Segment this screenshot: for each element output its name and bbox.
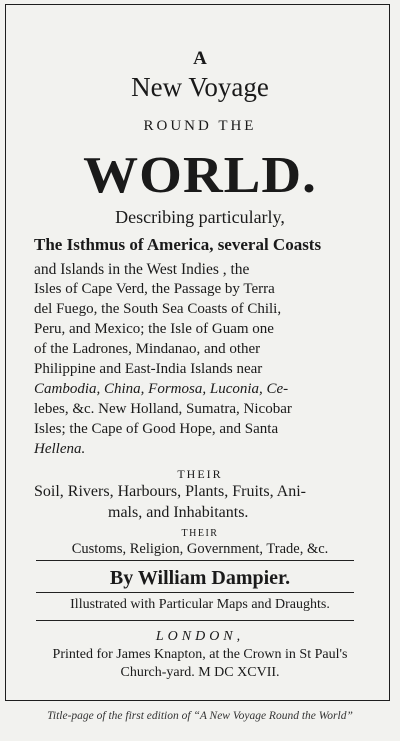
imprint-city: LONDON, bbox=[155, 629, 245, 644]
description-line-5: Peru, and Mexico; the Isle of Guam one bbox=[34, 321, 274, 337]
description-line-10: Isles; the Cape of Good Hope, and Santa bbox=[34, 421, 279, 437]
soil-line-2: mals, and Inhabitants. bbox=[108, 504, 249, 521]
figure-caption: Title-page of the first edition of “A New Voyage Round the World” bbox=[47, 710, 353, 722]
description-line-7: Philippine and East-India Islands near bbox=[34, 361, 263, 377]
customs-line: Customs, Religion, Government, Trade, &c. bbox=[71, 541, 329, 557]
their-heading-1: THEIR bbox=[177, 467, 223, 481]
imprint-printer-line-2: Church-yard. M DC XCVII. bbox=[120, 665, 280, 680]
describing-line: Describing particularly, bbox=[115, 207, 285, 227]
rule-below-illustrated bbox=[36, 620, 354, 621]
author-line: By William Dampier. bbox=[109, 567, 291, 589]
illustrated-line: Illustrated with Particular Maps and Draughts. bbox=[70, 597, 330, 612]
description-line-3: Isles of Cape Verd, the Passage by Terra bbox=[34, 281, 275, 297]
rule-above-author bbox=[36, 560, 354, 561]
description-line-9: lebes, &c. New Holland, Sumatra, Nicobar bbox=[34, 401, 292, 417]
their-heading-2: THEIR bbox=[181, 528, 219, 539]
description-line-1: The Isthmus of America, several Coasts bbox=[34, 235, 322, 254]
title-line-new-voyage: New Voyage bbox=[131, 72, 269, 102]
rule-below-author bbox=[36, 592, 354, 593]
description-line-4: del Fuego, the South Sea Coasts of Chili, bbox=[34, 301, 282, 317]
title-line-world: WORLD. bbox=[83, 145, 317, 204]
title-line-a: A bbox=[193, 48, 207, 69]
imprint-printer-line-1: Printed for James Knapton, at the Crown in St Paul's bbox=[52, 647, 348, 662]
description-line-11: Hellena. bbox=[34, 441, 86, 457]
soil-line-1: Soil, Rivers, Harbours, Plants, Fruits, Ani- bbox=[34, 483, 307, 500]
title-line-round-the: ROUND THE bbox=[143, 118, 257, 134]
description-line-8: Cambodia, China, Formosa, Luconia, Ce- bbox=[34, 381, 289, 397]
description-line-2: and Islands in the West Indies , the bbox=[34, 261, 250, 278]
description-line-6: of the Ladrones, Mindanao, and other bbox=[34, 341, 261, 357]
